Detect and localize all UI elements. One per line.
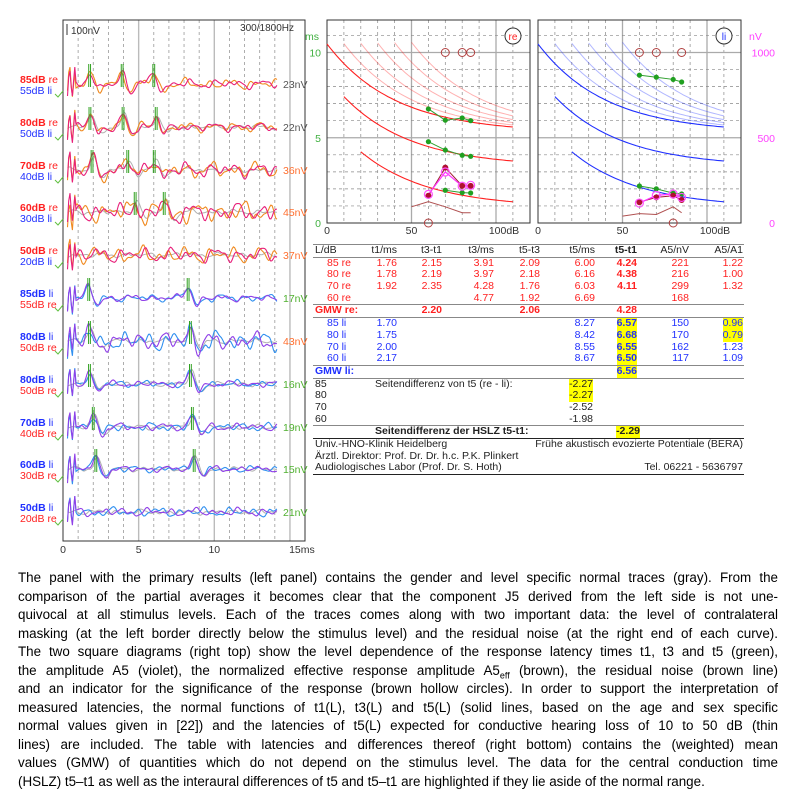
table-cell: 60 li: [327, 352, 347, 365]
y-tick-label: 0: [769, 218, 775, 230]
level: 85dB: [20, 288, 46, 300]
table-row: [313, 330, 744, 342]
caption-line: comparison of the partial averages it becomes clear that the component J5 derived from the left side is not une-: [18, 588, 778, 604]
trace-row: [68, 150, 308, 183]
y-tick-label: 0: [315, 218, 321, 230]
trace-row: [68, 407, 308, 440]
side: li: [48, 288, 54, 300]
table-cell: 0.79: [722, 328, 743, 341]
table-cell: 2.20: [421, 304, 442, 317]
x-tick-label: 0: [324, 225, 330, 237]
caption-text: the amplitude A5 (violet), the normalized effective response amplitude A5: [18, 662, 500, 678]
table-cell: Frühe akustisch evozierte Potentiale (BERA): [535, 438, 743, 450]
trace-row: [68, 64, 308, 97]
normal-t1-curve: [572, 152, 724, 202]
caption-line: and an indicator for the significance of the response (brown hollow circles). In order to support the interpretation of: [18, 681, 778, 697]
latency-point-t5: [460, 115, 465, 120]
residual-noise-label: 22nV: [283, 122, 308, 134]
trace-row: [68, 321, 308, 359]
caption-line: quivocal at all stimulus levels. Each of the traces comes along with two important data: the level of contralateral: [18, 607, 778, 623]
table-cell: 85 re: [327, 256, 351, 269]
table-cell: 1.92: [376, 280, 397, 293]
table-cell: 4.28: [473, 280, 494, 293]
y-unit-label: nV: [749, 31, 762, 43]
table-cell: 1.78: [376, 268, 397, 281]
level: 60dB: [20, 459, 46, 471]
side: re: [48, 117, 58, 129]
caption-line: measured latencies, the normal functions of t1(L), t3(L) and t5(L) (solid lines, based on the age and sex specific: [18, 699, 778, 715]
x-tick-label: 50: [405, 225, 418, 237]
residual-noise-label: 37nV: [283, 250, 308, 262]
table-cell: 8.55: [574, 340, 595, 353]
table-cell: GMW re:: [315, 304, 359, 317]
table-cell: 8.42: [574, 328, 595, 341]
level: 80dB: [20, 117, 46, 129]
side-label: re: [508, 32, 518, 43]
latency-point-t5: [637, 73, 642, 78]
footer-row: [313, 462, 744, 475]
caption-line: (HSLZ) t5–t1 as well as the interaural differences of t5 and t5–t1 are highlighted if they lie aside of the normal range.: [18, 774, 705, 790]
caption-text: (brown), the residual noise (brown line): [509, 662, 778, 678]
latency-point-t1: [654, 186, 659, 191]
side: re: [48, 160, 58, 172]
table-cell: 216: [671, 268, 689, 281]
diagram-li: [535, 20, 775, 237]
scale-label: 100nV: [71, 26, 100, 37]
table-cell: Seitendifferenz der HSLZ t5-t1:: [375, 425, 529, 438]
latency-amplitude-diagrams: [300, 10, 780, 242]
level: 60dB: [20, 202, 46, 214]
table-cell: 4.77: [473, 291, 494, 304]
level: 50dB: [20, 245, 46, 257]
side-difference-row: [313, 379, 744, 391]
side: re: [48, 202, 58, 214]
side-label: li: [721, 32, 727, 43]
table-cell: -2.27: [569, 377, 593, 390]
x-tick-label: 0: [535, 225, 541, 237]
table-cell: 6.00: [574, 256, 595, 269]
table-cell: 6.50: [616, 352, 637, 365]
partial-average-trace: [68, 285, 277, 315]
latency-table: [313, 244, 744, 475]
side: re: [48, 245, 58, 257]
column-header: t5-t3: [518, 244, 540, 256]
table-cell: 70 li: [327, 340, 347, 353]
latency-point-t5: [671, 77, 676, 82]
y-tick-label: 1000: [751, 47, 775, 60]
table-cell: 6.03: [574, 280, 595, 293]
residual-noise-label: 19nV: [283, 422, 308, 434]
trace-row: [68, 107, 308, 143]
x-tick-label: 5: [135, 544, 142, 556]
residual-noise-label: 43nV: [283, 336, 308, 348]
table-cell: 6.56: [616, 364, 637, 377]
column-header: t3-t1: [420, 244, 442, 256]
level: 70dB: [20, 160, 46, 172]
table-cell: 6.69: [574, 291, 595, 304]
column-header: t1/ms: [371, 244, 397, 256]
table-cell: Audiologisches Labor (Prof. Dr. S. Hoth): [315, 461, 502, 474]
table-cell: Ärztl. Direktor: Prof. Dr. Dr. h.c. P.K. Plinkert: [315, 449, 519, 462]
latency-point-t5: [679, 79, 684, 84]
masking-level-label: 40dB li: [20, 171, 53, 183]
table-cell: 1.23: [722, 340, 743, 353]
trace-row: [68, 449, 308, 484]
check-icon: [55, 177, 63, 183]
latency-point-t1: [637, 183, 642, 188]
table-cell: 8.27: [574, 317, 595, 330]
table-cell: 117: [672, 352, 689, 365]
a5eff-point: [459, 183, 465, 189]
partial-average-trace: [68, 152, 277, 183]
filter-label: 300/1800Hz: [240, 23, 294, 34]
table-cell: Tel. 06221 - 5636797: [644, 461, 743, 474]
table-cell: 70 re: [327, 280, 351, 293]
table-cell: 170: [671, 328, 689, 341]
table-cell: 3.91: [473, 256, 494, 269]
table-cell: Univ.-HNO-Klinik Heidelberg: [315, 438, 448, 450]
trace-row: [68, 496, 308, 525]
trace-row: [68, 192, 308, 230]
side-difference-row: [313, 390, 744, 402]
latency-point-t1: [468, 190, 473, 195]
table-cell: 6.55: [616, 340, 637, 353]
residual-noise-label: 21nV: [283, 507, 308, 519]
column-header: t3/ms: [468, 244, 494, 256]
table-cell: 1.92: [519, 291, 540, 304]
table-cell: 2.19: [421, 268, 442, 281]
table-cell: 2.35: [421, 280, 442, 293]
table-cell: -1.98: [569, 412, 593, 425]
figure-caption: [18, 569, 778, 792]
a5eff-point: [679, 197, 685, 203]
table-cell: 299: [671, 280, 689, 293]
y-tick-label: 5: [315, 132, 321, 145]
residual-noise-label: 45nV: [283, 207, 308, 219]
latency-point-t5: [468, 118, 473, 123]
x-tick-label: 10: [208, 544, 221, 556]
partial-average-trace: [68, 239, 277, 269]
caption-line: [18, 662, 778, 681]
table-cell: 1.09: [722, 352, 743, 365]
table-cell: 8.67: [574, 352, 595, 365]
latency-point-t3: [443, 147, 448, 152]
caption-line: values (GMW) of quantities which do not depend on the stimulus level. The data for the central conduction time: [18, 755, 778, 771]
table-cell: 2.00: [376, 340, 397, 353]
check-icon: [55, 219, 63, 225]
masking-level-label: 50dB li: [20, 128, 53, 140]
latency-point-t1: [443, 188, 448, 193]
table-cell: 162: [671, 340, 689, 353]
x-tick-label: 0: [60, 544, 66, 556]
masking-level-label: 55dB re: [20, 299, 57, 311]
table-cell: 3.97: [473, 268, 494, 281]
normal-trace: [68, 370, 277, 392]
side-difference-row: [313, 402, 744, 414]
side: li: [48, 502, 54, 514]
masking-level-label: 50dB re: [20, 342, 57, 354]
latency-point-t3: [460, 153, 465, 158]
check-icon: [55, 91, 63, 97]
normal-t1-curve: [361, 152, 513, 202]
side: re: [48, 74, 58, 86]
level: 80dB: [20, 331, 46, 343]
level: 70dB: [20, 417, 46, 429]
table-cell: 0.96: [722, 317, 743, 330]
table-cell: 150: [671, 317, 689, 330]
table-cell: 2.17: [376, 352, 397, 365]
y-tick-label: 10: [309, 47, 321, 60]
caption-line: The panel with the primary results (left panel) contains the gender and level specific normal traces (gray). From the: [18, 570, 778, 585]
side-difference-label: Seitendifferenz von t5 (re - li):: [375, 377, 513, 390]
y-tick-label: 500: [757, 132, 775, 145]
table-cell: 80 re: [327, 268, 351, 281]
side: li: [48, 417, 54, 429]
latency-point-t5: [443, 118, 448, 123]
residual-noise-label: 17nV: [283, 293, 308, 305]
table-cell: 168: [671, 291, 689, 304]
side: li: [48, 459, 54, 471]
table-cell: 1.75: [376, 328, 397, 341]
latency-point-t3: [426, 139, 431, 144]
table-cell: 2.18: [519, 268, 540, 281]
level: 85dB: [20, 74, 46, 86]
table-header-row: [313, 244, 744, 258]
masking-level-label: 55dB li: [20, 85, 53, 97]
residual-noise-line: [623, 207, 682, 216]
column-header: A5/A1: [714, 244, 743, 256]
table-row: [313, 281, 744, 293]
table-cell: 1.76: [376, 256, 397, 269]
table-cell: 6.57: [616, 317, 637, 330]
trace-row: [68, 364, 308, 396]
diagram-re: [305, 20, 530, 237]
masking-level-label: 50dB re: [20, 385, 57, 397]
table-cell: 60: [315, 412, 327, 425]
table-cell: 6.16: [574, 268, 595, 281]
table-cell: 80: [315, 389, 327, 402]
x-tick-label: 50: [616, 225, 629, 237]
table-cell: 6.68: [616, 328, 637, 341]
column-header: A5/nV: [660, 244, 689, 256]
table-cell: 4.38: [616, 268, 637, 281]
masking-level-label: 40dB re: [20, 428, 57, 440]
caption-subscript: eff: [499, 670, 510, 681]
table-row: [313, 353, 744, 366]
table-cell: 221: [671, 256, 689, 269]
table-cell: -2.27: [569, 389, 593, 402]
residual-noise-label: 15nV: [283, 464, 308, 476]
residual-noise-label: 23nV: [283, 79, 308, 91]
column-header: t5-t1: [614, 244, 637, 256]
partial-average-trace: [68, 67, 277, 97]
masking-level-label: 30dB li: [20, 213, 53, 225]
caption-line: normal values given in [22]) and the latencies of t5(L) expected for conductive hearing loss of 10 to 50 dB (thin: [18, 718, 778, 734]
masking-level-label: 20dB li: [20, 256, 53, 268]
table-cell: -2.52: [569, 400, 593, 413]
check-icon: [55, 262, 63, 268]
table-cell: 4.28: [616, 304, 637, 317]
x-tick-label: 15ms: [289, 544, 315, 556]
table-cell: -2.29: [616, 425, 640, 438]
table-cell: 85: [315, 377, 327, 390]
normal-trace: [68, 414, 277, 434]
table-cell: GMW li:: [315, 364, 355, 377]
table-cell: 1.00: [722, 268, 743, 281]
footer-row: [313, 439, 744, 451]
residual-noise-line: [412, 202, 471, 213]
caption-line: The two square diagrams (right top) show the level dependence of the response latency times t1, t3 and t5 (green),: [18, 644, 778, 660]
caption-line: masking (at the left border directly below the stimulus level) and the residual noise (at the right end of each curve).: [18, 625, 778, 641]
level: 50dB: [20, 502, 46, 514]
masking-level-label: 30dB re: [20, 470, 57, 482]
trace-row: [68, 239, 308, 270]
latency-point-t3: [468, 154, 473, 159]
partial-average-trace: [68, 368, 277, 396]
table-cell: 4.24: [616, 256, 637, 269]
partial-average-trace: [68, 283, 277, 313]
side: li: [48, 331, 54, 343]
table-cell: 2.06: [519, 304, 540, 317]
latency-point-t1: [460, 190, 465, 195]
check-icon: [55, 134, 63, 140]
column-header: t5/ms: [569, 244, 595, 256]
gmw-li-row: [313, 366, 744, 379]
latency-point-t5: [426, 106, 431, 111]
normal-trace: [68, 112, 277, 134]
residual-noise-label: 36nV: [283, 165, 308, 177]
table-cell: 85 li: [327, 317, 347, 330]
side: li: [48, 374, 54, 386]
level: 80dB: [20, 374, 46, 386]
masking-level-label: 20dB re: [20, 513, 57, 525]
table-cell: 1.32: [722, 280, 743, 293]
x-tick-label: 100dB: [699, 225, 731, 237]
column-header: L/dB: [315, 244, 337, 256]
table-cell: 1.76: [519, 280, 540, 293]
table-cell: 70: [315, 400, 327, 413]
table-cell: 60 re: [327, 291, 351, 304]
table-cell: 1.22: [722, 256, 743, 269]
table-cell: 4.11: [617, 280, 637, 293]
table-cell: 2.09: [519, 256, 540, 269]
partial-average-trace: [68, 323, 277, 359]
table-cell: 2.15: [421, 256, 442, 269]
residual-noise-label: 16nV: [283, 379, 308, 391]
latency-point-t5: [654, 75, 659, 80]
x-tick-label: 100dB: [488, 225, 520, 237]
table-cell: 80 li: [327, 328, 347, 341]
a5eff-point: [468, 183, 474, 189]
caption-line: lines) are included. The table with latencies and differences thereof (right bottom) contains the (weighted) mean: [18, 736, 778, 752]
trace-row: [68, 278, 308, 315]
y-unit-label: ms: [305, 31, 319, 43]
table-cell: 1.70: [376, 317, 397, 330]
